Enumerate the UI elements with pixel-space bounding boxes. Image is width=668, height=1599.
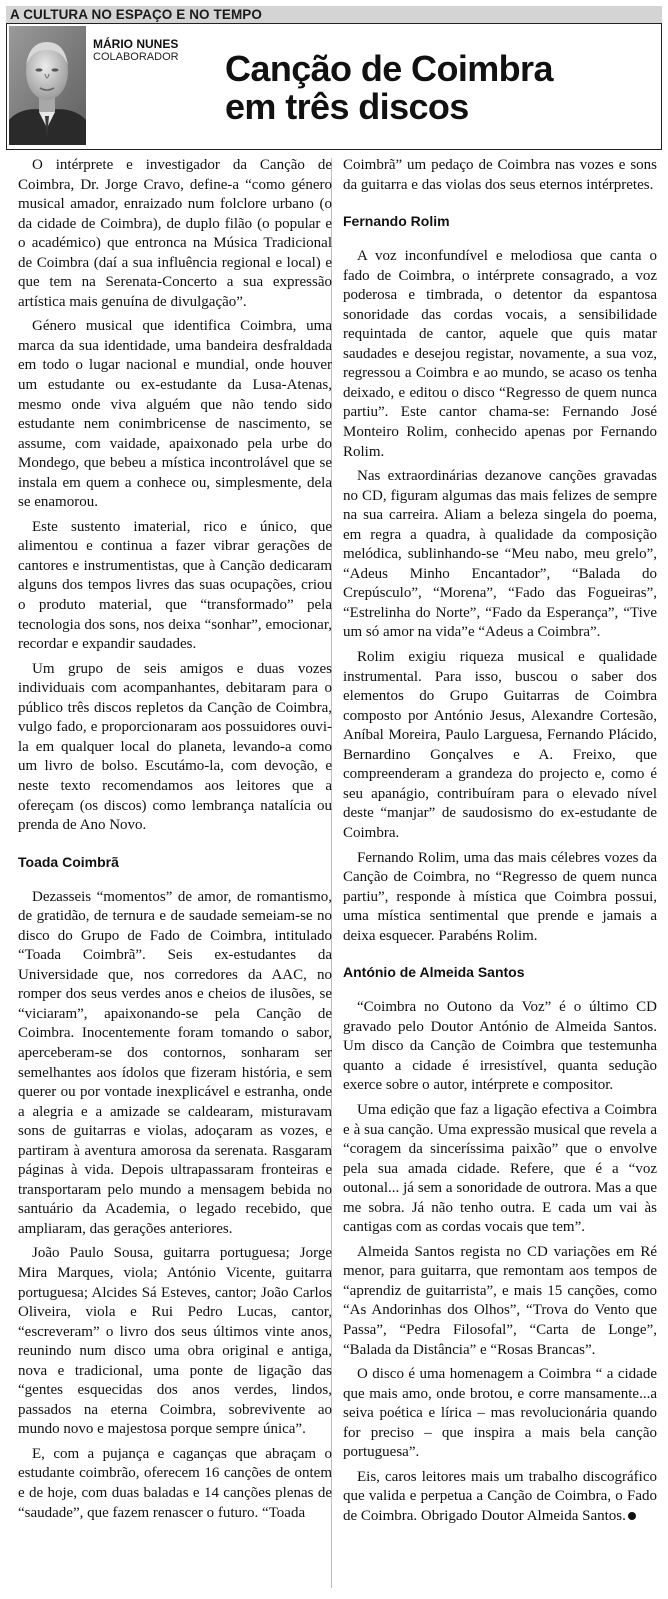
paragraph: O disco é uma homenagem a Coimbra “ a cidade que mais amo, onde brotou, e corre mansamente...a seiva poética e lírica – mas revolucionária quando for preciso – que inspira a mais bela canção portuguesa”. (343, 1366, 657, 1461)
paragraph: Coimbrã” um pedaço de Coimbra nas vozes e sons da guitarra e das violas dos seus eternos intérpretes. (343, 157, 657, 193)
paragraph: João Paulo Sousa, guitarra portuguesa; Jorge Mira Marques, viola; António Vicente, guitarra portuguesa; Alcides Sá Esteves, cantor; João Carlos Oliveira, viola e Rui Pedro Lucas, cantor, “escreveram” o livro dos seus últimos vinte anos, reunindo num disco uma obra original e antiga, nova e tradicional, uma ponte de ligação das “gentes esquecidas dos anos verdes, lindos, passados na eterna Coimbra, sobrevivente ao mundo novo e majestosa porque sempre única”. (18, 1245, 332, 1438)
paragraph: Um grupo de seis amigos e duas vozes individuais com acompanhantes, debitaram para o público três discos repletos da Canção de Coimbra, vulgo fado, e proporcionaram aos possuidores ouvi-la em qualquer local do planeta, levando-a como um livro de bolso. Escutámo-la, com devoção, e neste texto recomendamos aos leitores que a ofereçam (os discos) como lembrança natalícia ou prenda de Ano Novo. (18, 660, 332, 834)
paragraph: Nas extraordinárias dezanove canções gravadas no CD, figuram algumas das mais felizes de sempre na sua carreira. Aliam a beleza singela do poema, em regra a quadra, à qualidade da composição melódica, sublinhando-se “Meu nabo, meu grelo”, “Adeus Minho Encantador”, “Balada do Crepúsculo”, “Morena”, “Fado das Fogueiras”, “Estrelinha do Norte”, “Fado da Esperança”, “Tive um só amor na vida”e “Adeus a Coimbra”. (343, 468, 657, 641)
article-column-left (18, 156, 332, 1591)
article-title (225, 50, 645, 126)
paragraph: Uma edição que faz a ligação efectiva a Coimbra e à sua canção. Uma expressão musical que revela a “coragem da sinceríssima paixão” que o envolve pela sua amada cidade. Refere, que é a “voz outonal... já sem a sonoridade de outrora. Mas a que me sobra. Já não tenho outra. E cada um vai às cantigas com as cordas vocais que tem”. (343, 1101, 657, 1236)
title-line-1: Canção de Coimbra (225, 48, 553, 89)
title-line-2: em três discos (225, 86, 469, 127)
subheading-toada-coimbra: Toada Coimbrã (18, 853, 119, 870)
paragraph: E, com a pujança e caganças que abraçam o estudante coimbrão, oferecem 16 canções de ontem e de hoje, com duas baladas e 14 canções plenas de “saudade”, que fazem renascer o futuro. “Toada (18, 1445, 332, 1521)
subheading-antonio-almeida-santos: António de Almeida Santos (343, 964, 525, 981)
paragraph: “Coimbra no Outono da Voz” é o último CD gravado pelo Doutor António de Almeida Santos. Um disco da Canção de Coimbra que testemunha quanto a cidade é irresistível, quanta sedução exerce sobre o autor, intérprete e compositor. (343, 999, 657, 1094)
author-portrait (9, 26, 86, 145)
final-text: Eis, caros leitores mais um trabalho discográfico que valida e perpetua a Canção de Coimbra, o Fado de Coimbra. Obrigado Doutor Almeida Santos. (343, 1468, 657, 1524)
paragraph-final (343, 1468, 657, 1527)
subheading-fernando-rolim: Fernando Rolim (343, 213, 450, 230)
article-column-right (343, 156, 657, 1591)
author-role: COLABORADOR (93, 51, 179, 63)
paragraph: Fernando Rolim, uma das mais célebres vozes da Canção de Coimbra, no “Regresso de quem nunca partiu”, responde à mística que Coimbra possui, uma mística sentimental que prende e jamais a deixa esquecer. Parabéns Rolim. (343, 849, 657, 944)
paragraph: O intérprete e investigador da Canção de Coimbra, Dr. Jorge Cravo, define-a “como género musical amador, enraizado num folclore urbano (o da cidade de Coimbra), de duplo filão (o popular e o académico) que entronca na Música Tradicional de Coimbra (daí a sua influência regional e local) e que tem na Serenata-Concerto a sua expressão artística mais genuína de divulgação”. (18, 157, 332, 310)
author-photo-image (9, 26, 86, 145)
section-header: A CULTURA NO ESPAÇO E NO TEMPO (6, 6, 662, 23)
paragraph: Rolim exigiu riqueza musical e qualidade instrumental. Para isso, buscou o saber dos elementos do Grupo Guitarras de Coimbra composto por António Jesus, Alexandre Cortesão, Aníbal Moreira, Paulo Larguesa, Fernando Plácido, Bernardino Gonçalves e A. Freixo, que compreenderam a grandeza do projecto e, como é seu apanágio, contribuíram para o elevado nível deste “manjar” de saudosismo do ex-estudante de Coimbra. (343, 649, 657, 841)
end-of-article-bullet-icon (628, 1512, 636, 1520)
author-name: MÁRIO NUNES (93, 37, 179, 51)
paragraph: Género musical que identifica Coimbra, uma marca da sua identidade, uma bandeira desfraldada em todo o lugar nacional e mundial, onde houver um estudante ou ex-estudante da Lusa-Atenas, mesmo onde viva alguém que não tendo sido estudante nem conimbricense de nascimento, se assume, com vaidade, apaixonado pela urbe do Mondego, que bebeu a mística incontrolável que se instala em quem a conhece ou, simplesmente, dela se enamorou. (18, 318, 332, 511)
paragraph: Dezasseis “momentos” de amor, de romantismo, de gratidão, de ternura e de saudade semeiam-se no disco do Grupo de Fado de Coimbra, intitulado “Toada Coimbrã”. Seis ex-estudantes da Universidade que, nos corredores da AAC, no romper dos seus verdes anos e cheios de ilusões, se “viciaram”, apaixonando-se pela Canção de Coimbra. Inocentemente foram tomando o sabor, aperceberam-se dos contornos, sonharam ser semelhantes aos ídolos que fizeram história, e sem querer ou por vontade inexplicável e estranha, onde a alegria e a amizade se caldearam, misturavam sons de guitarras e violas, adoçaram as vozes, e partiram à aventura amorosa da serenata. Rasgaram páginas à vida. Depois ultrapassaram fronteiras e transportaram pelo mundo a mensagem bebida no santuário da Academia, o legado recebido, que ampliaram, das gerações anteriores. (18, 888, 332, 1237)
article-header (6, 23, 662, 150)
paragraph: Este sustento imaterial, rico e único, que alimentou e continua a fazer vibrar gerações de cantores e instrumentistas, que à Canção dedicaram alguns dos tempos livres das suas ocupações, criou o produto material, que “transformado” pela tecnologia dos sons, nos deixa “sonhar”, emocionar, recordar e expandir saudades. (18, 518, 332, 653)
paragraph: Almeida Santos regista no CD variações em Ré menor, para guitarra, que remontam aos tempos de “aprendiz de guitarrista”, e mais 15 canções, como “As Andorinhas dos Olhos”, “Trova do Vento que Passa”, “Pedra Filosofal”, “Carta de Longe”, “Balada da Distância” e “Rosas Brancas”. (343, 1243, 657, 1358)
paragraph: A voz inconfundível e melodiosa que canta o fado de Coimbra, o intérprete consagrado, a voz poderosa e timbrada, o detentor da espantosa sonoridade das cordas vocais, a sensibilidade requintada de cantor, aquele que quis matar saudades e desejou registar, novamente, a sua voz, regressou a Coimbra e ao mundo, se acaso os tenha deixado, e editou o disco “Regresso de quem nunca partiu”. Este cantor chama-se: Fernando José Monteiro Rolim, conhecido apenas por Fernando Rolim. (343, 248, 657, 460)
